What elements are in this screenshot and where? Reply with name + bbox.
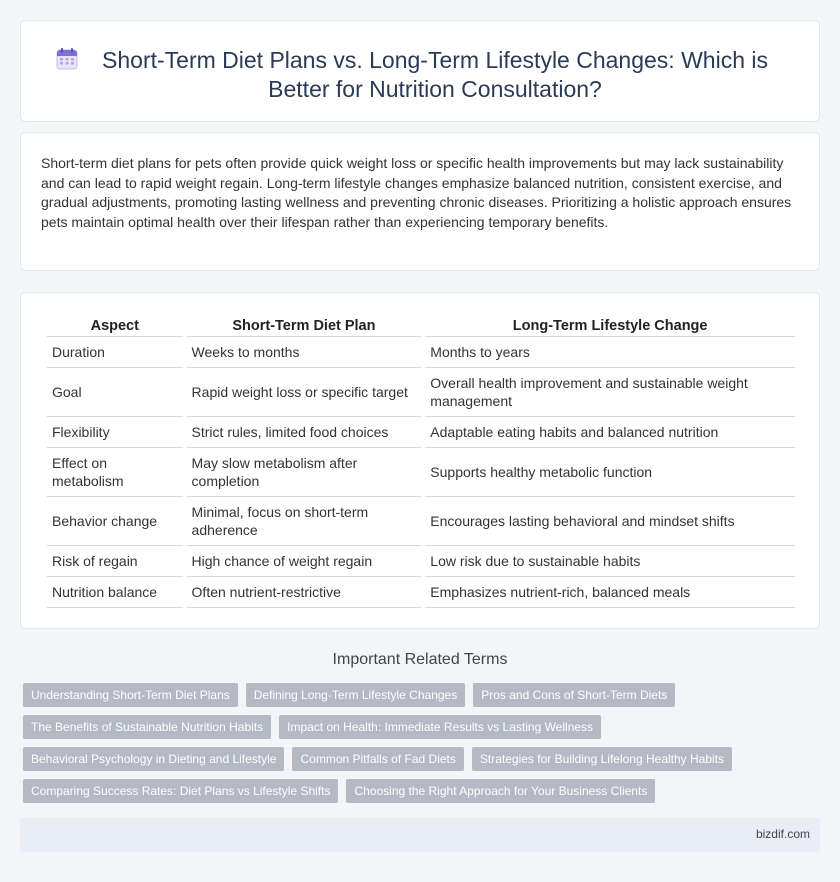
table-cell: Goal	[47, 368, 183, 417]
comparison-table-card	[20, 292, 820, 629]
table-cell: Supports healthy metabolic function	[425, 448, 795, 497]
table-row	[47, 368, 795, 417]
related-terms-list	[23, 683, 823, 811]
table-cell: Overall health improvement and sustainable weight management	[425, 368, 795, 417]
related-term-tag[interactable]: Understanding Short-Term Diet Plans	[23, 683, 238, 707]
header-aspect: Aspect	[47, 315, 183, 337]
related-term-tag[interactable]: Pros and Cons of Short-Term Diets	[473, 683, 675, 707]
table-cell: Risk of regain	[47, 546, 183, 577]
table-cell: Encourages lasting behavioral and mindset shifts	[425, 497, 795, 546]
page-title: Short-Term Diet Plans vs. Long-Term Lifestyle Changes: Which is Better for Nutrition Consultation?	[102, 47, 768, 102]
header-short-term: Short-Term Diet Plan	[187, 315, 422, 337]
footer-site[interactable]: bizdif.com	[755, 827, 810, 841]
related-term-tag[interactable]: Impact on Health: Immediate Results vs Lasting Wellness	[279, 715, 601, 739]
related-term-tag[interactable]: Behavioral Psychology in Dieting and Lifestyle	[23, 747, 284, 771]
related-term-tag[interactable]: Strategies for Building Lifelong Healthy Habits	[472, 747, 732, 771]
related-terms-heading: Important Related Terms	[332, 651, 508, 668]
table-cell: Months to years	[425, 337, 795, 368]
intro-card	[20, 132, 820, 271]
table-row	[47, 337, 795, 368]
table-row	[47, 577, 795, 608]
table-cell: Flexibility	[47, 417, 183, 448]
table-cell: Nutrition balance	[47, 577, 183, 608]
table-row	[47, 448, 795, 497]
table-cell: Low risk due to sustainable habits	[425, 546, 795, 577]
table-row	[47, 417, 795, 448]
footer	[20, 818, 820, 852]
table-cell: Emphasizes nutrient-rich, balanced meals	[425, 577, 795, 608]
related-term-tag[interactable]: Comparing Success Rates: Diet Plans vs Lifestyle Shifts	[23, 779, 338, 803]
table-cell: Strict rules, limited food choices	[187, 417, 422, 448]
intro-paragraph: Short-term diet plans for pets often provide quick weight loss or specific health improvements but may lack sustainability and can lead to rapid weight regain. Long-term lifestyle changes emphasize balanced nutrition, consistent exercise, and gradual adjustments, promoting lasting wellness and preventing chronic diseases. Prioritizing a holistic approach ensures pets maintain optimal health over their lifespan rather than experiencing temporary benefits.	[41, 155, 792, 230]
title-card	[20, 20, 820, 122]
related-term-tag[interactable]: Common Pitfalls of Fad Diets	[292, 747, 463, 771]
related-term-tag[interactable]: Choosing the Right Approach for Your Business Clients	[346, 779, 655, 803]
table-row	[47, 546, 795, 577]
related-term-tag[interactable]: The Benefits of Sustainable Nutrition Habits	[23, 715, 271, 739]
table-cell: Weeks to months	[187, 337, 422, 368]
table-cell: May slow metabolism after completion	[187, 448, 422, 497]
table-row	[47, 497, 795, 546]
table-cell: Effect on metabolism	[47, 448, 183, 497]
table-header-row	[47, 315, 795, 337]
related-term-tag[interactable]: Defining Long-Term Lifestyle Changes	[246, 683, 465, 707]
table-cell: Minimal, focus on short-term adherence	[187, 497, 422, 546]
header-long-term: Long-Term Lifestyle Change	[425, 315, 795, 337]
comparison-table	[43, 315, 799, 608]
table-cell: High chance of weight regain	[187, 546, 422, 577]
table-cell: Rapid weight loss or specific target	[187, 368, 422, 417]
table-cell: Often nutrient-restrictive	[187, 577, 422, 608]
table-cell: Adaptable eating habits and balanced nutrition	[425, 417, 795, 448]
table-cell: Duration	[47, 337, 183, 368]
table-cell: Behavior change	[47, 497, 183, 546]
